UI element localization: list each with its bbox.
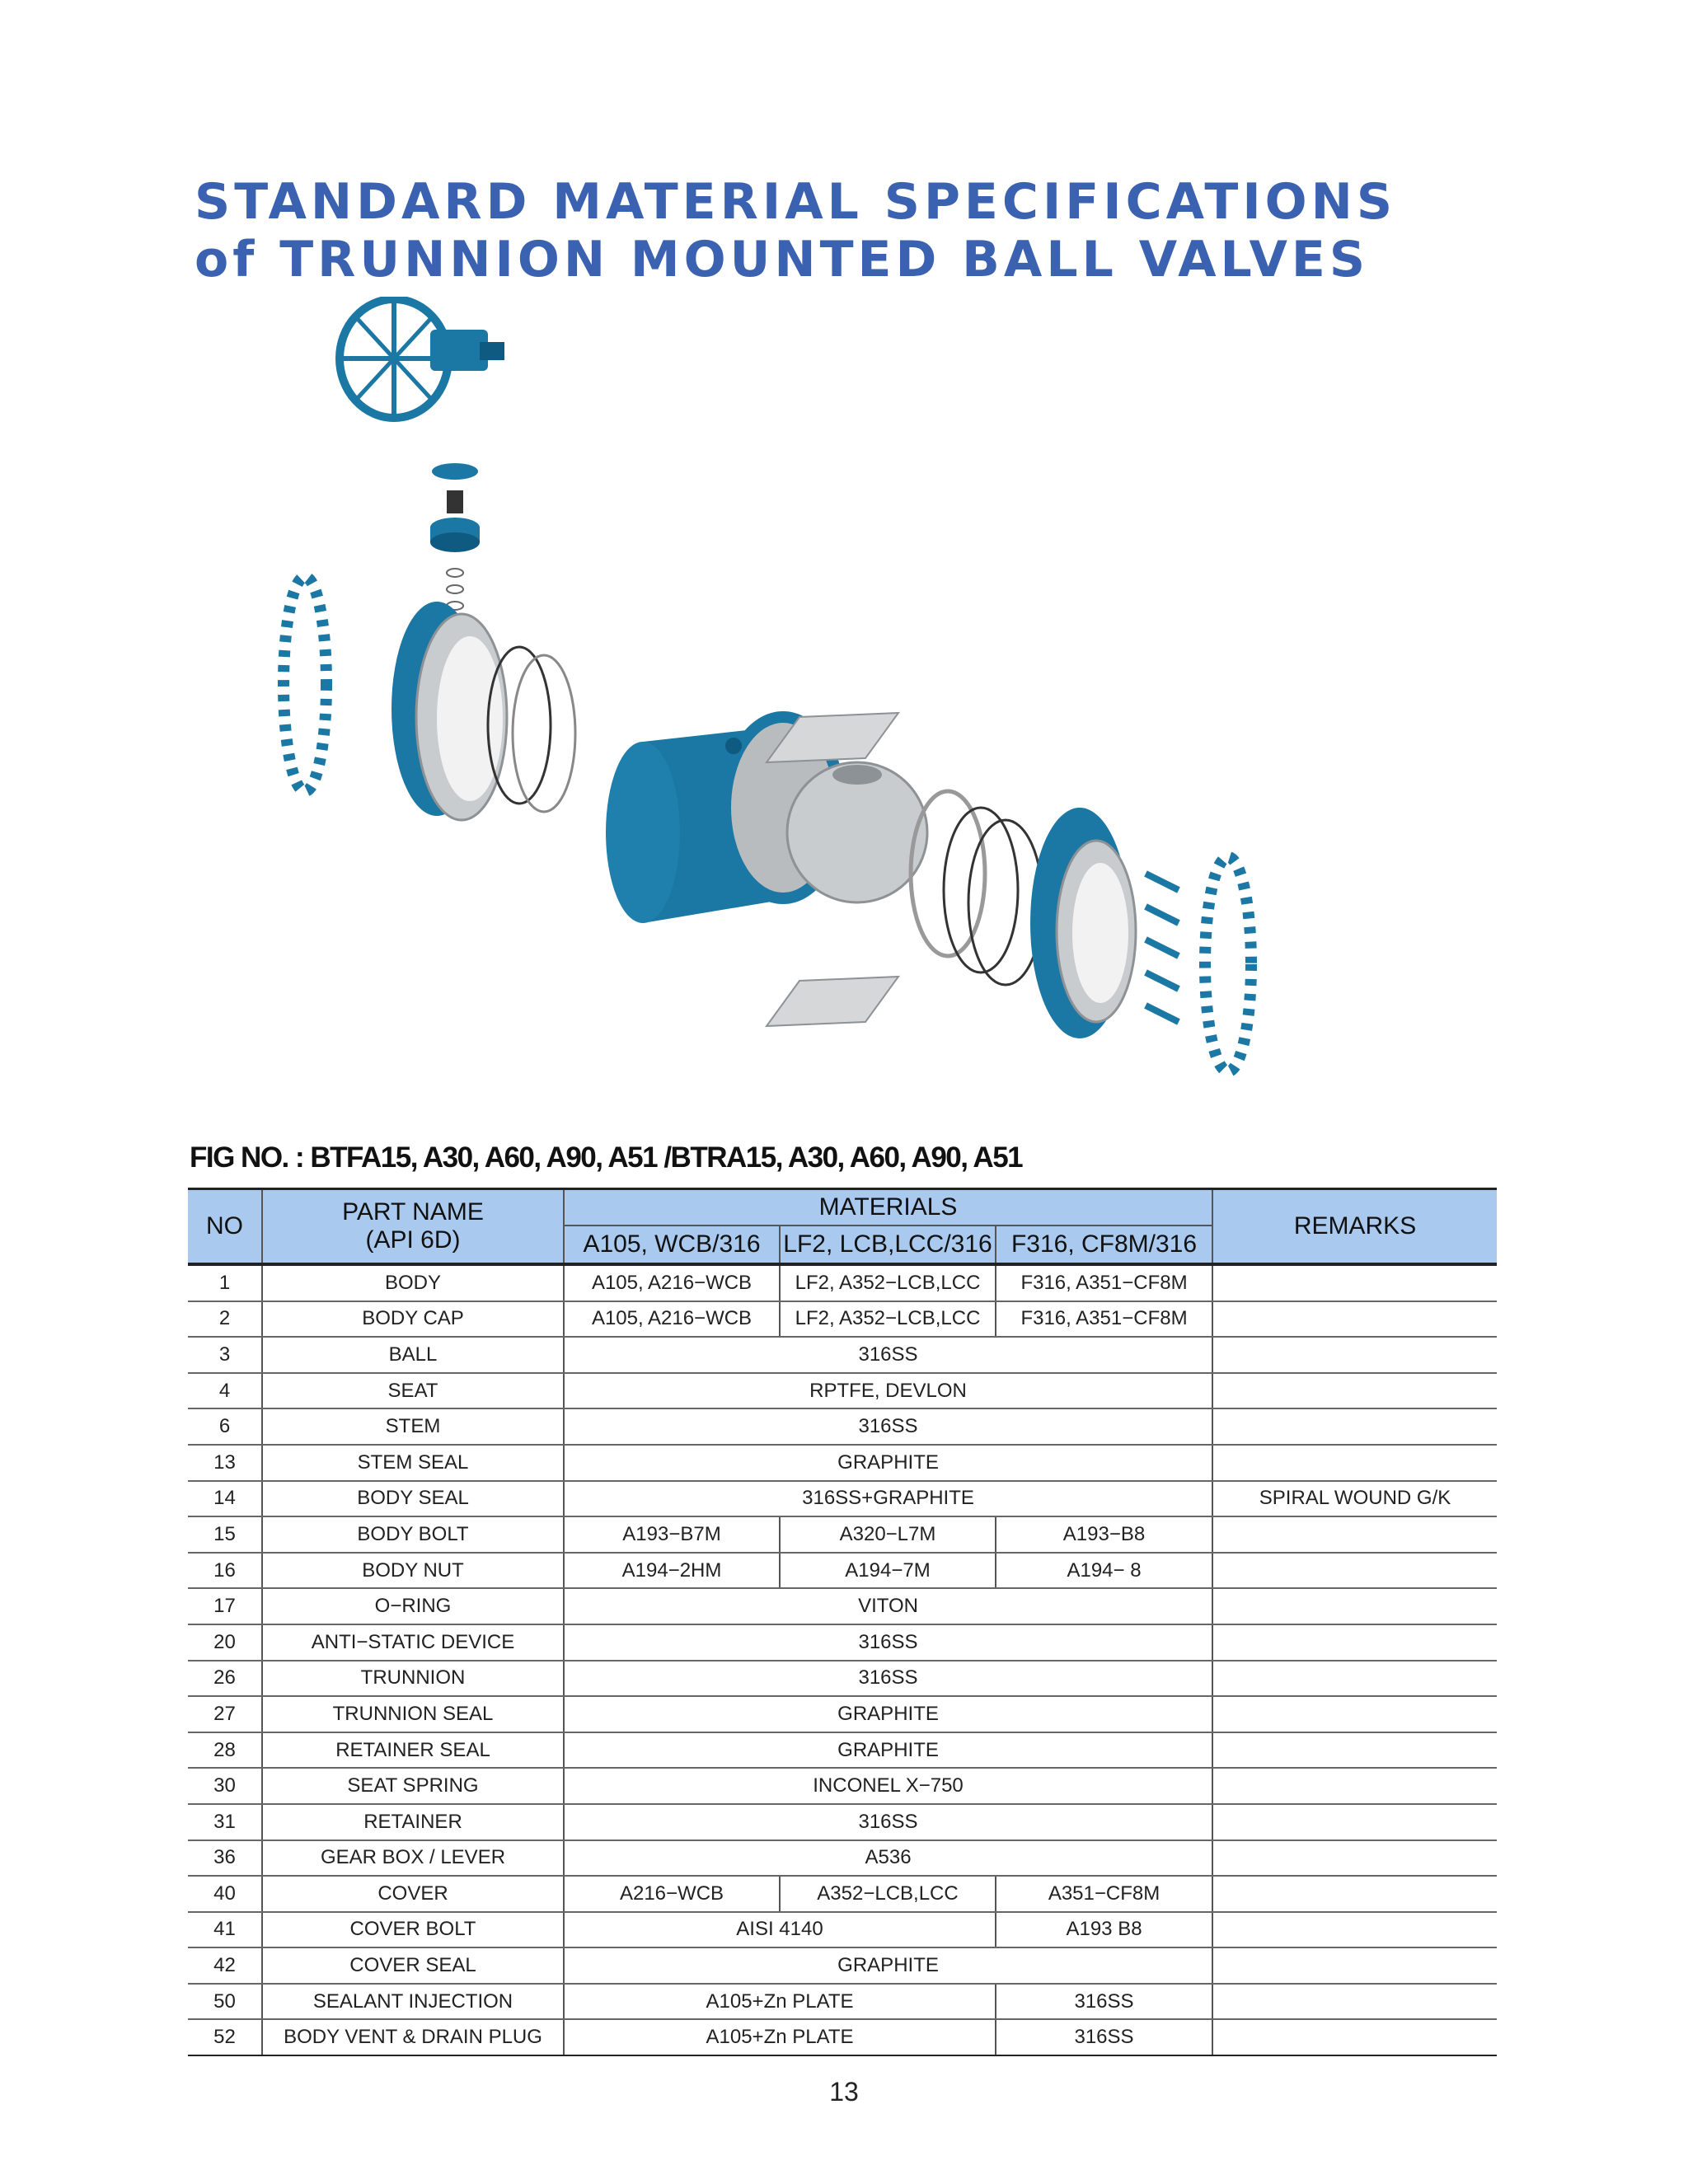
row-no-cell: 2 (188, 1301, 262, 1338)
title-line-2: of TRUNNION MOUNTED BALL VALVES (195, 231, 1370, 288)
material-1-cell: A194−2HM (564, 1553, 780, 1589)
remarks-cell (1212, 1588, 1497, 1624)
remarks-cell (1212, 1553, 1497, 1589)
table-row (188, 1732, 1497, 1769)
table-row (188, 1408, 1497, 1445)
table-row (188, 1337, 1497, 1373)
table-row (188, 1373, 1497, 1409)
remarks-cell (1212, 1516, 1497, 1553)
row-no-cell: 28 (188, 1732, 262, 1769)
row-no-cell: 14 (188, 1481, 262, 1517)
part-name-cell: SEAT (262, 1373, 564, 1409)
part-name-cell: BODY (262, 1264, 564, 1301)
material-3-cell: 316SS (996, 1984, 1212, 2020)
part-name-cell: COVER (262, 1876, 564, 1912)
table-row (188, 1696, 1497, 1732)
row-no-cell: 3 (188, 1337, 262, 1373)
material-2-cell: A194−7M (780, 1553, 996, 1589)
row-no-cell: 27 (188, 1696, 262, 1732)
table-row (188, 1553, 1497, 1589)
table-row (188, 2019, 1497, 2055)
table-row (188, 1768, 1497, 1804)
material-3-cell: A193 B8 (996, 1912, 1212, 1948)
row-no-cell: 52 (188, 2019, 262, 2055)
table-row (188, 1804, 1497, 1840)
part-name-cell: ANTI−STATIC DEVICE (262, 1624, 564, 1661)
remarks-cell (1212, 1876, 1497, 1912)
table-body (188, 1264, 1497, 2055)
table-row (188, 1624, 1497, 1661)
row-no-cell: 13 (188, 1445, 262, 1481)
remarks-cell (1212, 1696, 1497, 1732)
material-all-cell: RPTFE, DEVLON (564, 1373, 1212, 1409)
material-1-2-cell: AISI 4140 (564, 1912, 996, 1948)
table-row (188, 1588, 1497, 1624)
part-name-cell: SEAT SPRING (262, 1768, 564, 1804)
header-material-1: A105, WCB/316 (564, 1226, 780, 1264)
part-name-cell: COVER BOLT (262, 1912, 564, 1948)
part-name-cell: GEAR BOX / LEVER (262, 1840, 564, 1877)
row-no-cell: 6 (188, 1408, 262, 1445)
left-flange-icon (284, 577, 575, 820)
remarks-cell (1212, 1445, 1497, 1481)
part-name-cell: BODY SEAL (262, 1481, 564, 1517)
right-flange-icon (1030, 808, 1251, 1071)
table-row (188, 1481, 1497, 1517)
part-name-cell: TRUNNION SEAL (262, 1696, 564, 1732)
material-1-cell: A216−WCB (564, 1876, 780, 1912)
exploded-valve-illustration (272, 297, 1302, 1146)
remarks-cell (1212, 2019, 1497, 2055)
table-row (188, 1445, 1497, 1481)
part-name-cell: BODY BOLT (262, 1516, 564, 1553)
material-all-cell: GRAPHITE (564, 1947, 1212, 1984)
table-row (188, 1984, 1497, 2020)
header-part-name-line1: PART NAME (342, 1198, 484, 1226)
header-remarks: REMARKS (1212, 1189, 1497, 1265)
remarks-cell (1212, 1661, 1497, 1697)
table-row (188, 1947, 1497, 1984)
remarks-cell (1212, 1264, 1497, 1301)
part-name-cell: RETAINER SEAL (262, 1732, 564, 1769)
row-no-cell: 26 (188, 1661, 262, 1697)
material-spec-table (188, 1188, 1497, 2056)
material-3-cell: A194− 8 (996, 1553, 1212, 1589)
row-no-cell: 41 (188, 1912, 262, 1948)
part-name-cell: BODY CAP (262, 1301, 564, 1338)
material-2-cell: A352−LCB,LCC (780, 1876, 996, 1912)
material-all-cell: INCONEL X−750 (564, 1768, 1212, 1804)
remarks-cell (1212, 1912, 1497, 1948)
material-2-cell: LF2, A352−LCB,LCC (780, 1301, 996, 1338)
row-no-cell: 31 (188, 1804, 262, 1840)
header-no: NO (188, 1189, 262, 1265)
material-all-cell: 316SS (564, 1661, 1212, 1697)
remarks-cell (1212, 1624, 1497, 1661)
material-all-cell: 316SS (564, 1337, 1212, 1373)
remarks-cell (1212, 1804, 1497, 1840)
material-3-cell: A193−B8 (996, 1516, 1212, 1553)
material-all-cell: 316SS+GRAPHITE (564, 1481, 1212, 1517)
part-name-cell: RETAINER (262, 1804, 564, 1840)
part-name-cell: STEM (262, 1408, 564, 1445)
part-name-cell: BODY VENT & DRAIN PLUG (262, 2019, 564, 2055)
figure-number: FIG NO. : BTFA15, A30, A60, A90, A51 /BTRA15, A30, A60, A90, A51 (190, 1141, 1023, 1174)
material-3-cell: A351−CF8M (996, 1876, 1212, 1912)
table-row (188, 1516, 1497, 1553)
header-material-2: LF2, LCB,LCC/316 (780, 1226, 996, 1264)
row-no-cell: 17 (188, 1588, 262, 1624)
remarks-cell (1212, 1840, 1497, 1877)
remarks-cell (1212, 1947, 1497, 1984)
remarks-cell (1212, 1768, 1497, 1804)
part-name-cell: BALL (262, 1337, 564, 1373)
material-1-cell: A105, A216−WCB (564, 1301, 780, 1338)
material-all-cell: A536 (564, 1840, 1212, 1877)
row-no-cell: 16 (188, 1553, 262, 1589)
header-part-name-line2: (API 6D) (365, 1226, 461, 1254)
row-no-cell: 30 (188, 1768, 262, 1804)
part-name-cell: BODY NUT (262, 1553, 564, 1589)
row-no-cell: 36 (188, 1840, 262, 1877)
part-name-cell: O−RING (262, 1588, 564, 1624)
ball-icon (787, 762, 927, 902)
material-3-cell: F316, A351−CF8M (996, 1264, 1212, 1301)
material-1-2-cell: A105+Zn PLATE (564, 2019, 996, 2055)
part-name-cell: SEALANT INJECTION (262, 1984, 564, 2020)
remarks-cell (1212, 1408, 1497, 1445)
page-number: 13 (829, 2077, 859, 2107)
remarks-cell: SPIRAL WOUND G/K (1212, 1481, 1497, 1517)
page-title (195, 173, 1396, 288)
table-row (188, 1264, 1497, 1301)
table-row (188, 1912, 1497, 1948)
title-line-1: STANDARD MATERIAL SPECIFICATIONS (195, 173, 1397, 231)
remarks-cell (1212, 1337, 1497, 1373)
material-all-cell: 316SS (564, 1408, 1212, 1445)
row-no-cell: 20 (188, 1624, 262, 1661)
material-3-cell: F316, A351−CF8M (996, 1301, 1212, 1338)
material-3-cell: 316SS (996, 2019, 1212, 2055)
row-no-cell: 4 (188, 1373, 262, 1409)
material-2-cell: A320−L7M (780, 1516, 996, 1553)
header-material-3: F316, CF8M/316 (996, 1226, 1212, 1264)
table-row (188, 1301, 1497, 1338)
seat-rings-icon (911, 791, 1043, 985)
table-row (188, 1840, 1497, 1877)
row-no-cell: 42 (188, 1947, 262, 1984)
handwheel-icon (340, 299, 504, 418)
material-all-cell: 316SS (564, 1804, 1212, 1840)
row-no-cell: 1 (188, 1264, 262, 1301)
remarks-cell (1212, 1732, 1497, 1769)
part-name-cell: TRUNNION (262, 1661, 564, 1697)
material-1-cell: A105, A216−WCB (564, 1264, 780, 1301)
part-name-cell: COVER SEAL (262, 1947, 564, 1984)
header-part-name (262, 1189, 564, 1265)
material-1-cell: A193−B7M (564, 1516, 780, 1553)
remarks-cell (1212, 1301, 1497, 1338)
remarks-cell (1212, 1984, 1497, 2020)
row-no-cell: 40 (188, 1876, 262, 1912)
part-name-cell: STEM SEAL (262, 1445, 564, 1481)
row-no-cell: 50 (188, 1984, 262, 2020)
row-no-cell: 15 (188, 1516, 262, 1553)
material-1-2-cell: A105+Zn PLATE (564, 1984, 996, 2020)
header-materials: MATERIALS (564, 1189, 1212, 1226)
material-all-cell: GRAPHITE (564, 1732, 1212, 1769)
material-all-cell: 316SS (564, 1624, 1212, 1661)
table-row (188, 1661, 1497, 1697)
material-all-cell: GRAPHITE (564, 1445, 1212, 1481)
table-row (188, 1876, 1497, 1912)
remarks-cell (1212, 1373, 1497, 1409)
material-all-cell: GRAPHITE (564, 1696, 1212, 1732)
material-all-cell: VITON (564, 1588, 1212, 1624)
material-2-cell: LF2, A352−LCB,LCC (780, 1264, 996, 1301)
